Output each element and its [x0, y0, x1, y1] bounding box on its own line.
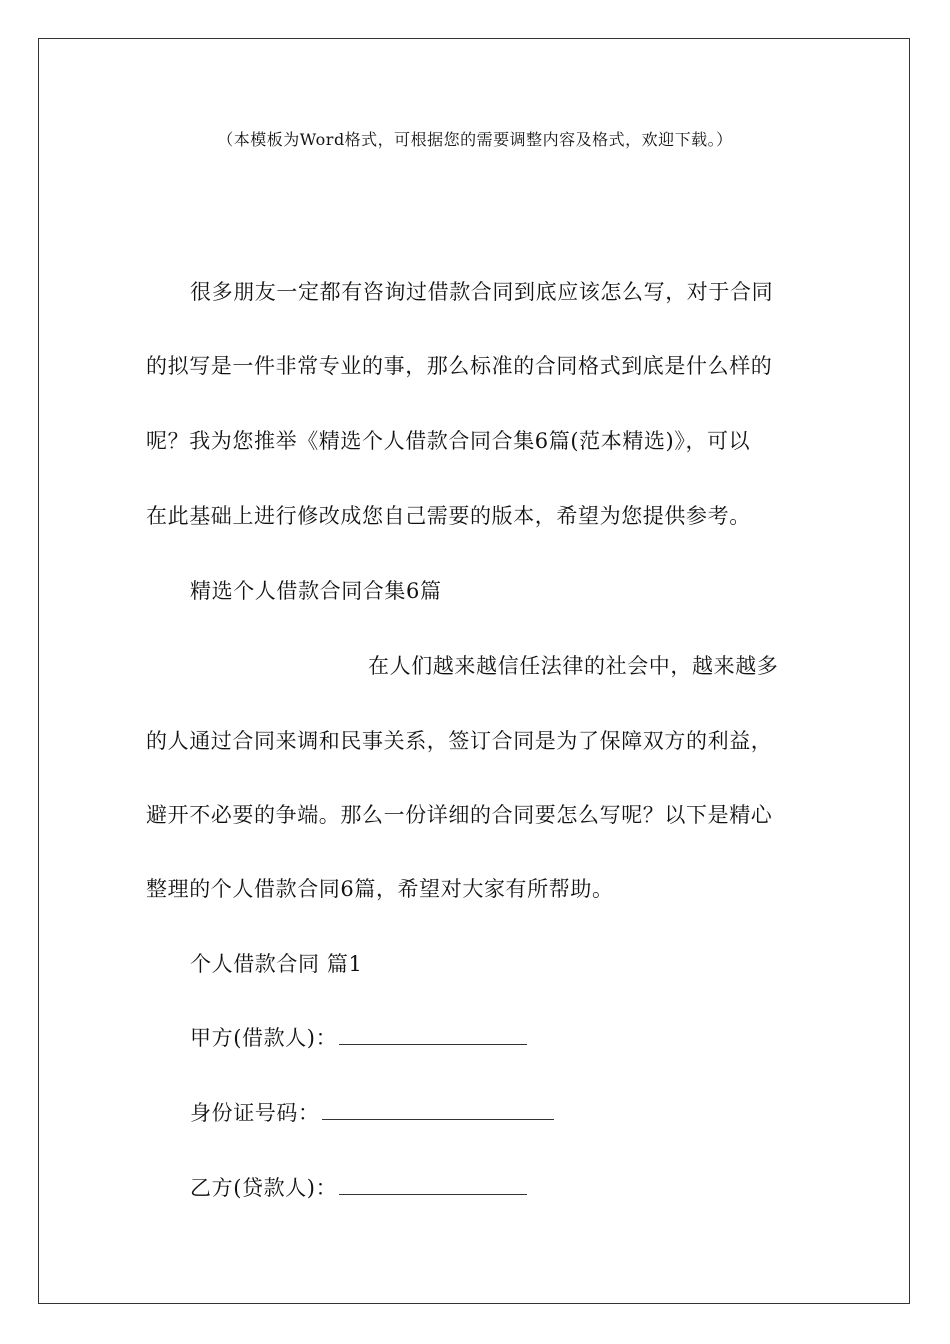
party-a-field [190, 1022, 527, 1052]
preface-paragraph-line-4: 整理的个人借款合同6篇，希望对大家有所帮助。 [146, 877, 614, 901]
intro-paragraph-line-2: 的拟写是一件非常专业的事，那么标准的合同格式到底是什么样的 [146, 354, 773, 378]
contract-title: 个人借款合同 篇1 [190, 952, 363, 976]
template-note: （本模板为Word格式，可根据您的需要调整内容及格式，欢迎下载。） [217, 130, 733, 149]
id-number-blank-line [322, 1101, 554, 1120]
intro-paragraph-line-1: 很多朋友一定都有咨询过借款合同到底应该怎么写，对于合同 [190, 280, 774, 304]
preface-paragraph-line-1: 在人们越来越信任法律的社会中，越来越多 [368, 654, 779, 678]
party-b-blank-line [339, 1176, 527, 1195]
party-a-blank-line [339, 1026, 527, 1045]
preface-paragraph-line-2: 的人通过合同来调和民事关系，签订合同是为了保障双方的利益， [146, 729, 773, 753]
id-number-field [190, 1097, 554, 1127]
intro-paragraph-line-4: 在此基础上进行修改成您自己需要的版本，希望为您提供参考。 [146, 504, 751, 528]
party-b-label: 乙方(贷款人)： [190, 1176, 338, 1200]
id-number-label: 身份证号码： [190, 1101, 320, 1125]
party-b-field [190, 1172, 527, 1202]
party-a-label: 甲方(借款人)： [190, 1026, 338, 1050]
intro-paragraph-line-3: 呢？我为您推举《精选个人借款合同合集6篇(范本精选)》，可以 [146, 429, 751, 453]
preface-paragraph-line-3: 避开不必要的争端。那么一份详细的合同要怎么写呢？以下是精心 [146, 803, 773, 827]
collection-title: 精选个人借款合同合集6篇 [190, 579, 442, 603]
